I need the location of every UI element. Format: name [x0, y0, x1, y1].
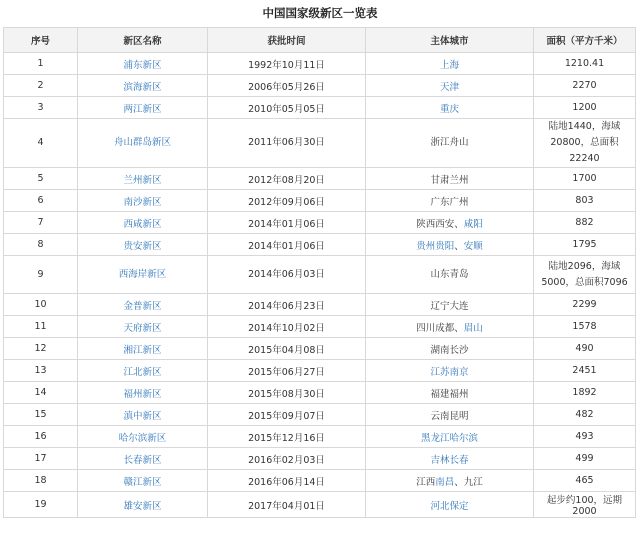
area-name — [78, 190, 208, 212]
row-number: 3 — [4, 97, 78, 119]
area-name-link[interactable]: 兰州新区 — [123, 174, 162, 186]
area-name — [78, 256, 208, 294]
area-name — [78, 426, 208, 448]
area-name-link[interactable]: 南沙新区 — [123, 196, 162, 208]
city-link[interactable]: 黑龙江哈尔滨 — [420, 432, 478, 444]
city-text: 湖南长沙 — [430, 344, 469, 356]
area-name — [78, 75, 208, 97]
main-city — [366, 119, 534, 168]
area-size: 2451 — [534, 360, 636, 382]
table-title: 中国国家级新区一览表 — [262, 6, 378, 20]
city-text: 福建福州 — [430, 388, 469, 400]
area-name-link[interactable]: 贵安新区 — [123, 240, 162, 252]
area-name-link[interactable]: 舟山群岛新区 — [113, 137, 171, 148]
city-link[interactable]: 天津 — [439, 81, 459, 93]
city-text: 广东广州 — [430, 196, 469, 208]
city-text: 甘肃兰州 — [430, 174, 469, 186]
area-size: 493 — [534, 426, 636, 448]
header-area-name: 新区名称 — [78, 28, 208, 53]
area-size: 2299 — [534, 294, 636, 316]
main-city — [366, 294, 534, 316]
main-city — [366, 168, 534, 190]
area-name — [78, 97, 208, 119]
area-name — [78, 448, 208, 470]
main-city — [366, 492, 534, 518]
main-city — [366, 75, 534, 97]
approval-date: 2015年09月07日 — [208, 404, 366, 426]
area-name — [78, 212, 208, 234]
area-size: 1795 — [534, 234, 636, 256]
table-row — [4, 168, 636, 190]
city-text: 、九江 — [454, 476, 483, 488]
area-name-link[interactable]: 湘江新区 — [123, 344, 162, 356]
header-approval-date: 获批时间 — [208, 28, 366, 53]
row-number: 10 — [4, 294, 78, 316]
header-area-size: 面积（平方千米） — [534, 28, 636, 53]
area-name-link[interactable]: 长春新区 — [123, 454, 162, 466]
row-number: 7 — [4, 212, 78, 234]
area-name — [78, 382, 208, 404]
area-name-link[interactable]: 赣江新区 — [123, 476, 162, 488]
approval-date: 2014年06月23日 — [208, 294, 366, 316]
row-number: 12 — [4, 338, 78, 360]
main-city — [366, 426, 534, 448]
area-name-link[interactable]: 江北新区 — [123, 366, 162, 378]
area-name-link[interactable]: 两江新区 — [123, 103, 162, 115]
city-link[interactable]: 南昌 — [435, 476, 455, 488]
main-city — [366, 97, 534, 119]
table-row — [4, 426, 636, 448]
header-number: 序号 — [4, 28, 78, 53]
table-row — [4, 382, 636, 404]
row-number: 19 — [4, 492, 78, 518]
row-number: 16 — [4, 426, 78, 448]
area-size: 490 — [534, 338, 636, 360]
main-city — [366, 53, 534, 75]
main-city — [366, 190, 534, 212]
area-name-link[interactable]: 滨海新区 — [123, 81, 162, 93]
table-row — [4, 256, 636, 294]
area-name-link[interactable]: 西海岸新区 — [118, 268, 167, 280]
main-city — [366, 360, 534, 382]
approval-date: 2012年08月20日 — [208, 168, 366, 190]
table-body — [4, 53, 636, 518]
table-row — [4, 492, 636, 518]
header-main-city: 主体城市 — [366, 28, 534, 53]
main-city — [366, 448, 534, 470]
row-number: 15 — [4, 404, 78, 426]
area-size: 1210.41 — [534, 53, 636, 75]
row-number: 5 — [4, 168, 78, 190]
main-city — [366, 256, 534, 294]
city-text: 江西 — [416, 476, 436, 488]
city-text: 浙江舟山 — [430, 137, 469, 148]
approval-date: 1992年10月11日 — [208, 53, 366, 75]
main-city — [366, 212, 534, 234]
main-city — [366, 404, 534, 426]
table-header-row — [4, 28, 636, 53]
approval-date: 2010年05月05日 — [208, 97, 366, 119]
area-name — [78, 316, 208, 338]
table-row — [4, 97, 636, 119]
area-name — [78, 53, 208, 75]
area-name-link[interactable]: 滇中新区 — [123, 410, 162, 422]
area-name — [78, 119, 208, 168]
area-name — [78, 294, 208, 316]
approval-date: 2017年04月01日 — [208, 492, 366, 518]
area-name — [78, 492, 208, 518]
city-link[interactable]: 眉山 — [463, 322, 483, 334]
table-row — [4, 53, 636, 75]
area-size: 起步约100，远期2000 — [534, 492, 636, 518]
approval-date: 2014年06月03日 — [208, 256, 366, 294]
city-link[interactable]: 咸阳 — [463, 218, 483, 230]
table-row — [4, 190, 636, 212]
approval-date: 2012年09月06日 — [208, 190, 366, 212]
city-link[interactable]: 安顺 — [463, 240, 483, 252]
city-text: 辽宁大连 — [430, 300, 469, 312]
area-size: 陆地1440，海域20800，总面积22240 — [534, 119, 636, 168]
table-row — [4, 212, 636, 234]
table-row — [4, 119, 636, 168]
main-city — [366, 234, 534, 256]
area-name-link[interactable]: 西咸新区 — [123, 218, 162, 230]
main-city — [366, 338, 534, 360]
approval-date: 2011年06月30日 — [208, 119, 366, 168]
row-number: 1 — [4, 53, 78, 75]
approval-date: 2015年04月08日 — [208, 338, 366, 360]
city-text: 山东青岛 — [430, 268, 469, 280]
table-row — [4, 404, 636, 426]
area-size: 882 — [534, 212, 636, 234]
row-number: 9 — [4, 256, 78, 294]
city-text: 云南昆明 — [430, 410, 469, 422]
area-name — [78, 470, 208, 492]
area-size: 1892 — [534, 382, 636, 404]
main-city — [366, 382, 534, 404]
approval-date: 2014年01月06日 — [208, 212, 366, 234]
area-name-link[interactable]: 天府新区 — [123, 322, 162, 334]
approval-date: 2006年05月26日 — [208, 75, 366, 97]
row-number: 18 — [4, 470, 78, 492]
approval-date: 2015年12月16日 — [208, 426, 366, 448]
area-size: 1700 — [534, 168, 636, 190]
area-name — [78, 404, 208, 426]
row-number: 6 — [4, 190, 78, 212]
area-name — [78, 168, 208, 190]
approval-date: 2015年06月27日 — [208, 360, 366, 382]
city-link[interactable]: 上海 — [439, 59, 459, 71]
area-size: 803 — [534, 190, 636, 212]
area-name — [78, 360, 208, 382]
city-link[interactable]: 河北保定 — [430, 500, 469, 512]
table-row — [4, 75, 636, 97]
city-link[interactable]: 贵州贵阳 — [416, 240, 455, 252]
table-row — [4, 338, 636, 360]
area-size: 1578 — [534, 316, 636, 338]
area-size: 1200 — [534, 97, 636, 119]
city-text: 陕西西安、 — [416, 218, 464, 230]
area-name — [78, 338, 208, 360]
area-name-link[interactable]: 浦东新区 — [123, 59, 162, 71]
area-name-link[interactable]: 金普新区 — [123, 300, 162, 312]
city-text: 四川成都、 — [416, 322, 464, 334]
table-row — [4, 316, 636, 338]
area-size: 482 — [534, 404, 636, 426]
table-row — [4, 470, 636, 492]
new-areas-table — [3, 27, 636, 518]
city-link[interactable]: 江苏南京 — [430, 366, 469, 378]
row-number: 8 — [4, 234, 78, 256]
area-name-link[interactable]: 福州新区 — [123, 388, 162, 400]
area-name-link[interactable]: 雄安新区 — [123, 500, 162, 512]
area-name-link[interactable]: 哈尔滨新区 — [118, 432, 167, 444]
row-number: 4 — [4, 119, 78, 168]
area-size: 2270 — [534, 75, 636, 97]
approval-date: 2016年02月03日 — [208, 448, 366, 470]
row-number: 2 — [4, 75, 78, 97]
row-number: 17 — [4, 448, 78, 470]
area-size: 499 — [534, 448, 636, 470]
row-number: 11 — [4, 316, 78, 338]
approval-date: 2015年08月30日 — [208, 382, 366, 404]
area-name — [78, 234, 208, 256]
table-row — [4, 448, 636, 470]
approval-date: 2016年06月14日 — [208, 470, 366, 492]
table-row — [4, 360, 636, 382]
area-size: 陆地2096，海域5000，总面积7096 — [534, 256, 636, 294]
main-city — [366, 470, 534, 492]
approval-date: 2014年01月06日 — [208, 234, 366, 256]
city-link[interactable]: 吉林长春 — [430, 454, 469, 466]
row-number: 13 — [4, 360, 78, 382]
table-row — [4, 234, 636, 256]
table-row — [4, 294, 636, 316]
city-text: 、 — [454, 240, 464, 252]
city-link[interactable]: 重庆 — [439, 103, 459, 115]
approval-date: 2014年10月02日 — [208, 316, 366, 338]
row-number: 14 — [4, 382, 78, 404]
main-city — [366, 316, 534, 338]
area-size: 465 — [534, 470, 636, 492]
